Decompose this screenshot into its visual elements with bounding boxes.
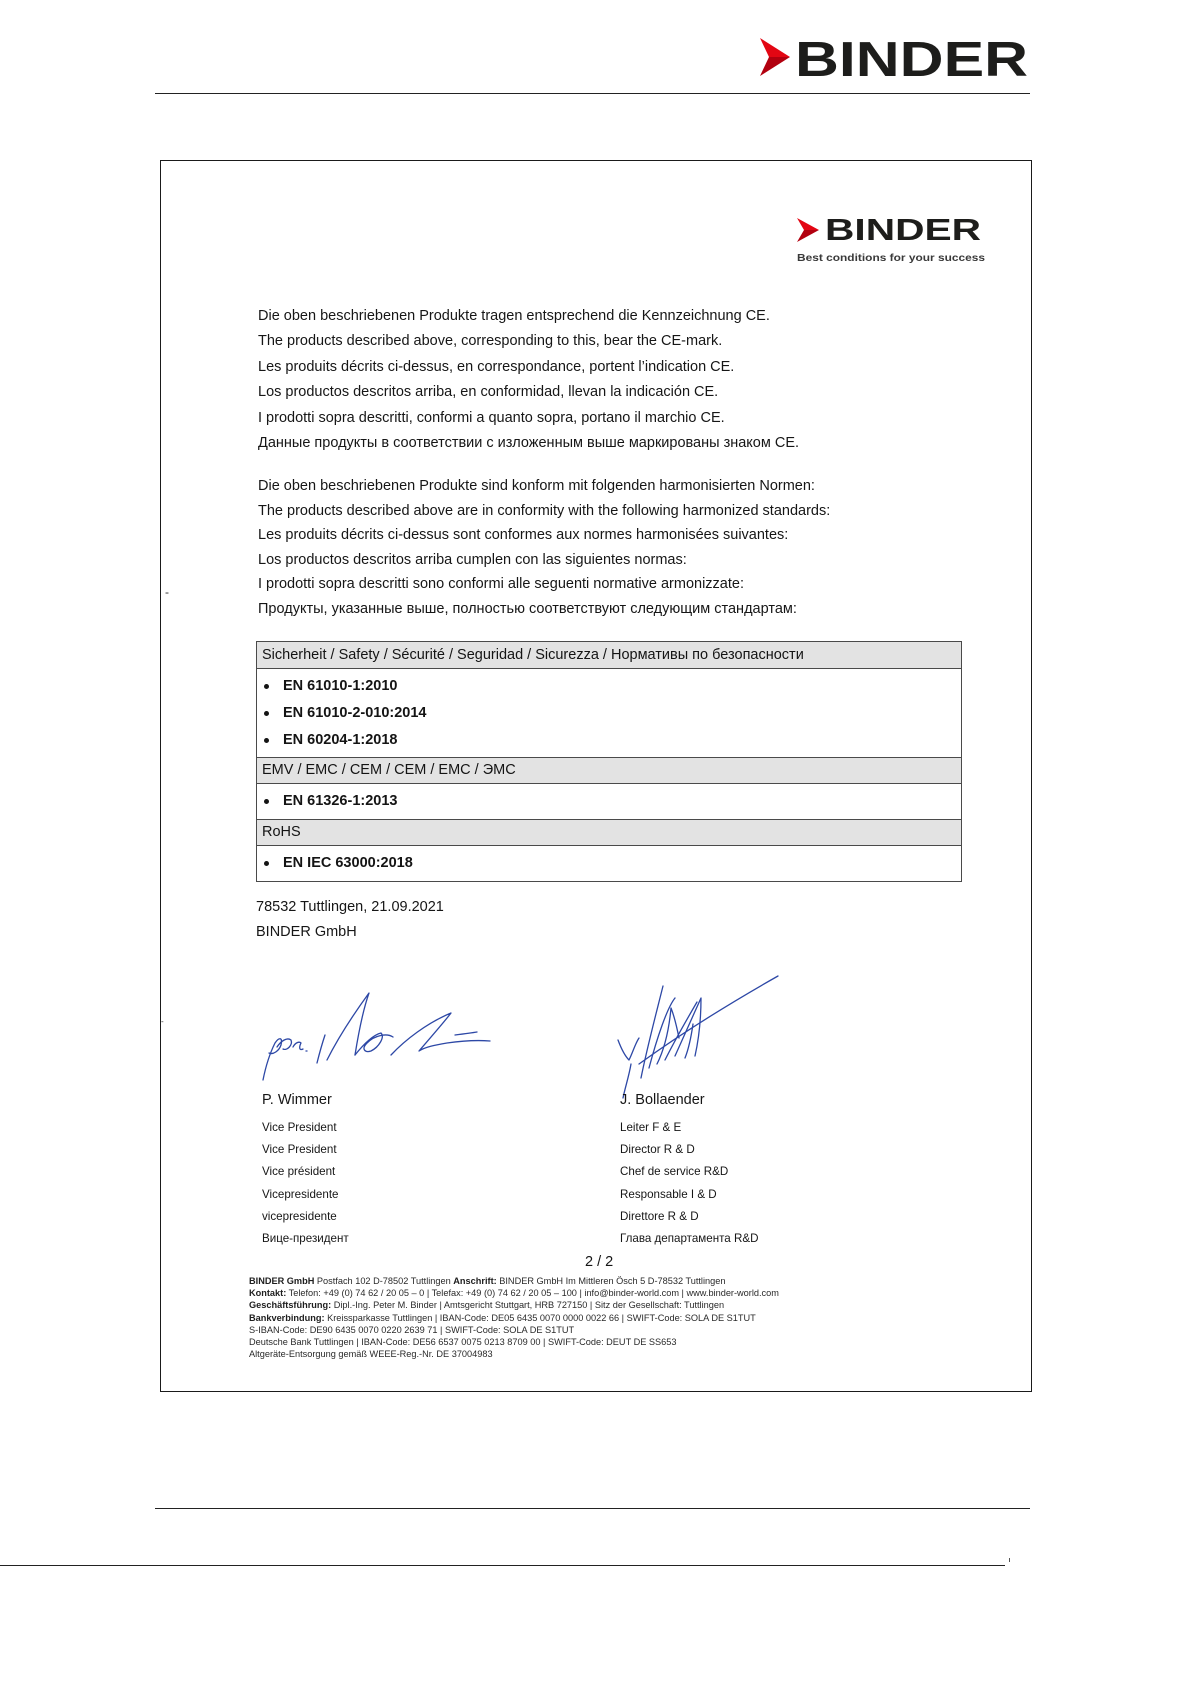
letterhead-logo [795, 214, 987, 266]
signatory-title: Responsable I & D [620, 1187, 717, 1201]
signatory-title: Leiter F & E [620, 1121, 682, 1134]
footer-text: Dipl.-Ing. Peter M. Binder | Amtsgericht Stuttgart, HRB 727150 | Sitz der Gesellschaft: Tuttlingen [333, 1300, 725, 1311]
scan-tick-mark [1009, 1558, 1010, 1562]
header-logo [758, 36, 1030, 78]
footer-text: Telefon: +49 (0) 74 62 / 20 05 – 0 | Telefax: +49 (0) 74 62 / 20 05 – 100 | info@binder-world.com | www.binder-world.com [288, 1288, 779, 1299]
signatory-title: Direttore R & D [620, 1209, 699, 1223]
ce-statement-fr: Les produits décrits ci-dessus, en correspondance, portent l’indication CE. [258, 358, 735, 375]
signatory-title: Глава департамента R&D [620, 1232, 759, 1246]
signatory-title: Vice President [262, 1121, 337, 1134]
place-and-date: 78532 Tuttlingen, 21.09.2021 [256, 899, 444, 915]
table-section-items-rohs [257, 846, 961, 881]
ce-statement-it: I prodotti sopra descritti, conformi a quanto sopra, portano il marchio CE. [258, 409, 725, 426]
footer-label: Geschäftsführung: [249, 1300, 332, 1311]
footer-line [249, 1348, 779, 1360]
header-rule [155, 93, 1030, 94]
signatory-titles-left [262, 1117, 349, 1250]
standard-item: EN 61326-1:2013 [283, 784, 961, 819]
footer-label: Bankverbindung: [249, 1312, 325, 1323]
ce-statement-es: Los productos descritos arriba, en conformidad, llevan la indicación CE. [258, 384, 719, 401]
standards-table [256, 641, 962, 882]
logo-wordmark: BINDER [795, 36, 1028, 78]
standards-statement-it: I prodotti sopra descritti sono conformi alle seguenti normative armonizzate: [258, 576, 744, 593]
footer-line [249, 1287, 779, 1299]
signatory-titles-right [620, 1117, 758, 1250]
footer-line [249, 1336, 779, 1348]
logo-arrow-lower-icon [760, 57, 790, 76]
footer-text: Deutsche Bank Tuttlingen | IBAN-Code: DE56 6537 0075 0213 8709 00 | SWIFT-Code: DEUT DE SS653 [249, 1337, 677, 1348]
margin-mark: - [165, 585, 169, 599]
ce-statement-de: Die oben beschriebenen Produkte tragen entsprechend die Kennzeichnung CE. [258, 308, 770, 324]
footer-label: BINDER GmbH [249, 1276, 315, 1286]
signatory-title: Director R & D [620, 1143, 695, 1157]
signatory-name-left: P. Wimmer [262, 1092, 332, 1108]
signatory-name-right: J. Bollaender [620, 1092, 705, 1108]
signatory-title: Vicepresidente [262, 1187, 339, 1201]
signatory-title: Вице-президент [262, 1232, 349, 1246]
footer-text: Kreissparkasse Tuttlingen | IBAN-Code: DE05 6435 0070 0000 0022 66 | SWIFT-Code: SOLA DE S1TUT [327, 1312, 756, 1323]
footer-text: Altgeräte-Entsorgung gemäß WEEE-Reg.-Nr. DE 37004983 [249, 1349, 493, 1360]
footer-line [249, 1312, 779, 1324]
signatory-title: Vice President [262, 1143, 337, 1157]
page-number: 2 / 2 [585, 1254, 614, 1270]
letterhead-wordmark: BINDER [825, 214, 981, 247]
footer-text: Postfach 102 D-78502 Tuttlingen [316, 1276, 451, 1286]
letterhead-arrow-icon [797, 218, 819, 230]
standards-statement-de: Die oben beschriebenen Produkte sind konform mit folgenden harmonisierten Normen: [258, 478, 815, 494]
footer-line [249, 1275, 779, 1287]
company-name: BINDER GmbH [256, 924, 357, 940]
harmonized-standards-statements [258, 474, 830, 622]
ce-statement-en: The products described above, corresponding to this, bear the CE-mark. [258, 333, 723, 350]
footer-line [249, 1324, 779, 1336]
footer-label: Anschrift: [453, 1276, 497, 1286]
standards-statement-ru: Продукты, указанные выше, полностью соответствуют следующим стандартам: [258, 600, 797, 617]
standard-item: EN 61010-2-010:2014 [283, 700, 961, 727]
ce-statement-ru: Данные продукты в соответствии с изложенным выше маркированы знаком CE. [258, 435, 800, 452]
footer-rule [155, 1508, 1030, 1509]
table-section-heading-safety: Sicherheit / Safety / Sécurité / Seguridad / Sicurezza / Нормативы по безопасности [257, 642, 961, 669]
page-bottom-rule [0, 1565, 1005, 1566]
letterhead-tagline: Best conditions for your success [797, 252, 986, 264]
signatory-title: vicepresidente [262, 1209, 337, 1223]
signatory-title: Vice président [262, 1165, 336, 1179]
binder-logo-graphic [758, 36, 1030, 78]
ce-marking-statements [258, 304, 799, 456]
table-section-heading-emc: EMV / EMC / CEM / CEM / EMC / ЭМС [257, 758, 961, 784]
standards-statement-fr: Les produits décrits ci-dessus sont conformes aux normes harmonisées suivantes: [258, 527, 789, 544]
table-section-heading-rohs: RoHS [257, 820, 961, 846]
standard-item: EN 60204-1:2018 [283, 727, 961, 754]
logo-arrow-icon [760, 38, 790, 57]
standards-statement-en: The products described above are in conformity with the following harmonized standards: [258, 502, 831, 519]
letterhead-arrow-lower-icon [797, 230, 819, 242]
standard-item: EN IEC 63000:2018 [283, 846, 961, 881]
footer-text: S-IBAN-Code: DE90 6435 0070 0220 2639 71 | SWIFT-Code: SOLA DE S1TUT [249, 1324, 575, 1335]
footer-text: BINDER GmbH Im Mittleren Ösch 5 D-78532 Tuttlingen [499, 1276, 726, 1286]
letterhead-logo-graphic [795, 214, 987, 266]
footer-label: Kontakt: [249, 1288, 287, 1299]
standard-item: EN 61010-1:2010 [283, 673, 961, 700]
standards-statement-es: Los productos descritos arriba cumplen con las siguientes normas: [258, 551, 687, 568]
signatory-title: Chef de service R&D [620, 1165, 729, 1179]
signature-bollaender [605, 968, 790, 1103]
table-section-items-safety [257, 669, 961, 758]
table-section-items-emc [257, 784, 961, 820]
company-footer [249, 1275, 779, 1360]
footer-line [249, 1299, 779, 1311]
signature-wimmer [255, 985, 500, 1085]
margin-mark: - [161, 1017, 164, 1026]
